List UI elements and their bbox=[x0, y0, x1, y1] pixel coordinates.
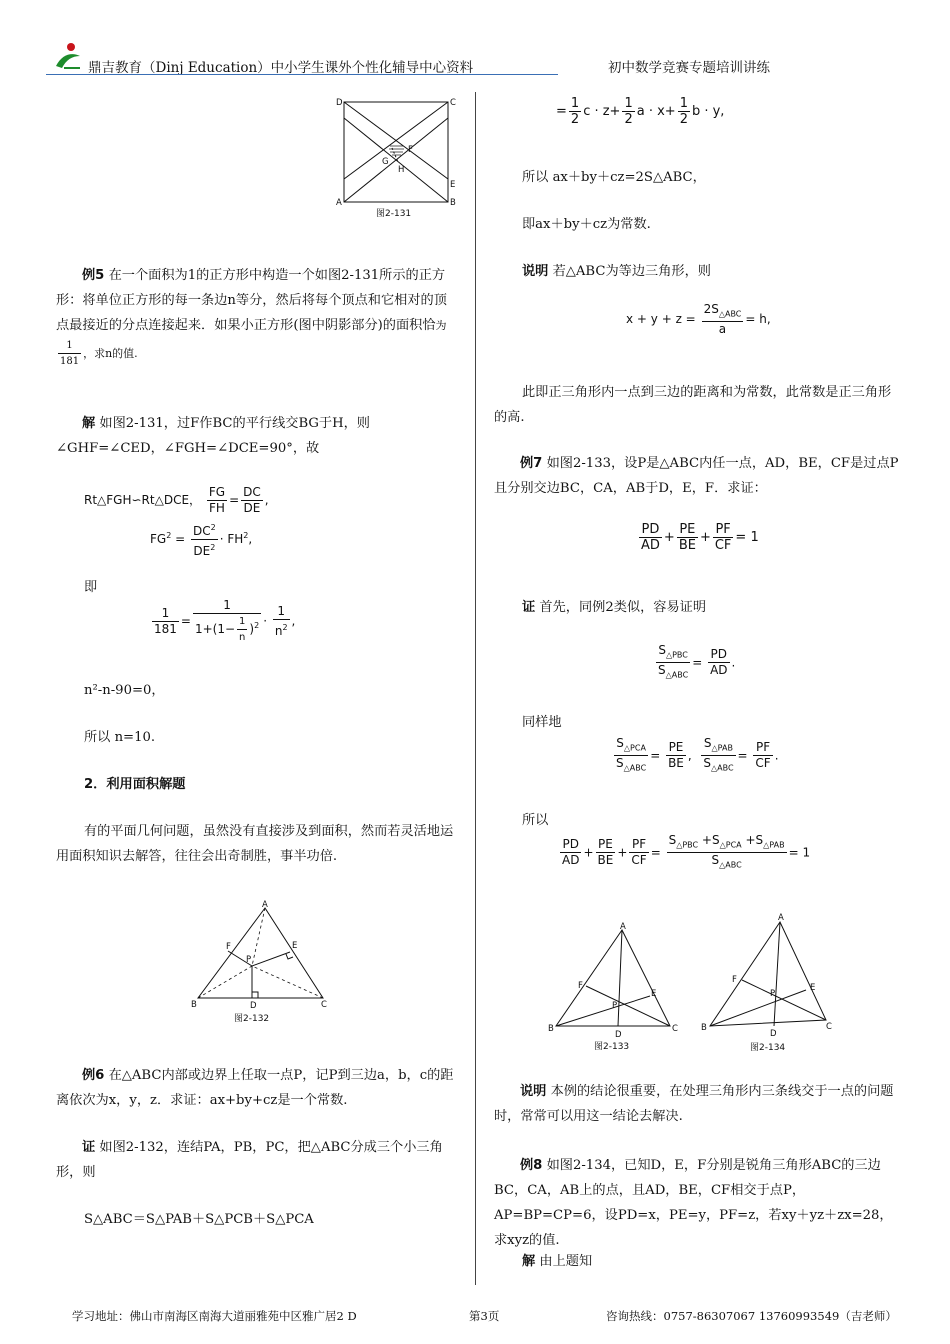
label-A: A bbox=[778, 913, 784, 923]
label-G: G bbox=[382, 157, 389, 167]
label-A: A bbox=[336, 198, 342, 208]
ex5-text: 在一个面积为1的正方形中构造一个如图2-131所示的正方形：将单位正方形的每一条边n等分，然后将每个顶点和它相对的顶点最接近的分点连接起来．如果小正方形(图中阴影部分)的面积恰 bbox=[56, 268, 447, 333]
label-E: E bbox=[292, 941, 298, 951]
caption-2-132: 图2-132 bbox=[234, 1014, 270, 1024]
footer-address: 学习地址：佛山市南海区南海大道丽雅苑中区雅广居2 D bbox=[72, 1309, 357, 1323]
label-B: B bbox=[548, 1024, 554, 1034]
header-rule bbox=[46, 74, 558, 75]
label-F: F bbox=[226, 942, 231, 952]
footer-hotline: 咨询热线：0757-86307067 13760993549（吉老师） bbox=[606, 1309, 897, 1323]
eq-top: = $\frac{1}{2}$ c · z+ $\frac{1}{2}$ a · x+ $\frac{1}{2}$ b · y, bbox=[556, 96, 725, 127]
eq-similar: Rt△FGH∽Rt△DCE， $\frac{FG}{FH}$ = $\frac{DC}{DE}$ , bbox=[84, 485, 269, 515]
eq-fg2: $FG^2$ = $\frac{DC^2}{DE^2}$ · $FH^2$, bbox=[150, 520, 252, 559]
label-D: D bbox=[250, 1001, 257, 1011]
so-2: 即ax＋by＋cz为常数. bbox=[522, 217, 651, 232]
figure-2-131 bbox=[334, 94, 462, 224]
eq-pca-pab: $\frac{S_{\triangle PCA}}{S_{\triangle ABC}}$ = $\frac{PE}{BE}$ , $\frac{S_{\triangle PAB}}{S_{\triangle ABC}}$ = $\frac{PF}{CF}$ . bbox=[616, 736, 779, 773]
ex5-tail-post: ，求n的值. bbox=[83, 347, 138, 360]
solution-5 bbox=[56, 411, 458, 461]
column-divider bbox=[475, 92, 476, 1285]
area-eq: S△ABC＝S△PAB＋S△PCB＋S△PCA bbox=[84, 1212, 314, 1227]
label-P: P bbox=[770, 989, 776, 999]
section-2-para: 有的平面几何问题，虽然没有直接涉及到面积，然而若灵活地运用面积知识去解答，往往会出奇制胜，事半功倍. bbox=[56, 824, 454, 864]
rt-sim: Rt△FGH∽Rt△DCE， bbox=[84, 493, 202, 507]
solution-8 bbox=[522, 1249, 592, 1274]
eq-height: x + y + z = $\frac{2S_{\triangle ABC}}{a}$ = h, bbox=[626, 302, 771, 337]
figure-2-134 bbox=[698, 908, 843, 1060]
ex5-tail-pre: 为 bbox=[435, 319, 447, 332]
example-5: 例5 在一个面积为1的正方形中构造一个如图2-131所示的正方形：将单位正方形的每一条边n等分，然后将每个顶点和它相对的顶点最接近的分点连接起来．如果小正方形(图中阴影部分)的面积恰为 $\frac{1}{181}$ ，求n的值. bbox=[56, 268, 447, 367]
label-A: A bbox=[620, 922, 626, 932]
note-1 bbox=[522, 259, 711, 284]
label-B: B bbox=[191, 1000, 197, 1010]
ex7-label: 例7 bbox=[520, 456, 543, 471]
note1-label: 说明 bbox=[522, 264, 549, 279]
so-n: 所以 n=10. bbox=[84, 730, 156, 745]
ex6-text: 在△ABC内部或边界上任取一点P，记P到三边a，b，c的距离依次为x，y，z．求证：ax+by+cz是一个常数. bbox=[56, 1068, 454, 1108]
sol8-label: 解 bbox=[522, 1254, 536, 1269]
sol5-text: 如图2-131，过F作BC的平行线交BG于H，则∠GHF=∠CED，∠FGH=∠DCE=90°，故 bbox=[56, 416, 370, 456]
label-D: D bbox=[336, 98, 343, 108]
label-D: D bbox=[770, 1029, 777, 1039]
section-2-title: 2．利用面积解题 bbox=[84, 777, 186, 792]
note2-text: 本例的结论很重要，在处理三角形内三条线交于一点的问题时，常常可以用这一结论去解决. bbox=[494, 1084, 894, 1124]
label-A: A bbox=[262, 900, 268, 910]
label-E: E bbox=[651, 989, 657, 999]
eq-sum: $\frac{PD}{AD}$ + $\frac{PE}{BE}$ + $\frac{PF}{CF}$ = $\frac{S_{\triangle PBC} +S_{\triangle PCA} +S_{\triangle PAB}}{S_{\triangle ABC}}$ = 1 bbox=[562, 833, 811, 870]
note1-text: 若△ABC为等边三角形，则 bbox=[552, 264, 711, 279]
ji: 即 bbox=[84, 580, 98, 595]
sol5-label: 解 bbox=[82, 416, 96, 431]
label-C: C bbox=[450, 98, 456, 108]
logo-figure-icon bbox=[50, 40, 84, 74]
ex8-label: 例8 bbox=[520, 1158, 543, 1173]
proof-6 bbox=[56, 1135, 458, 1185]
caption-2-131: 图2-131 bbox=[376, 209, 412, 219]
so-1: 所以 ax＋by＋cz=2S△ABC， bbox=[522, 170, 706, 185]
height-text: 此即正三角形内一点到三边的距离和为常数，此常数是正三角形的高. bbox=[494, 385, 892, 425]
label-E: E bbox=[450, 180, 456, 190]
so-3: 所以 bbox=[522, 813, 549, 828]
figure-2-133 bbox=[544, 918, 684, 1060]
figure-2-132 bbox=[188, 898, 338, 1030]
label-B: B bbox=[450, 198, 456, 208]
label-C: C bbox=[672, 1024, 678, 1034]
caption-2-134: 图2-134 bbox=[750, 1043, 786, 1053]
note-2 bbox=[494, 1079, 899, 1129]
footer-page: 第3页 bbox=[469, 1309, 500, 1323]
example-6 bbox=[56, 1063, 458, 1113]
sol8-text: 由上题知 bbox=[539, 1254, 593, 1269]
label-P: P bbox=[246, 955, 252, 965]
ex6-label: 例6 bbox=[82, 1068, 105, 1083]
label-D: D bbox=[615, 1030, 622, 1040]
similarly: 同样地 bbox=[522, 715, 562, 730]
ex7-text: 如图2-133，设P是△ABC内任一点，AD，BE，CF是过点P且分别交边BC，CA，AB于D，E，F．求证： bbox=[494, 456, 899, 496]
eq-pbc: $\frac{S_{\triangle PBC}}{S_{\triangle ABC}}$ = $\frac{PD}{AD}$ . bbox=[658, 643, 736, 680]
proof7-text: 首先，同例2类似，容易证明 bbox=[539, 600, 707, 615]
caption-2-133: 图2-133 bbox=[594, 1042, 630, 1052]
logo bbox=[50, 40, 84, 74]
example-8 bbox=[494, 1153, 899, 1253]
proof7-label: 证 bbox=[522, 600, 536, 615]
label-F: F bbox=[578, 981, 583, 991]
proof6-text: 如图2-132，连结PA，PB，PC，把△ABC分成三个小三角形，则 bbox=[56, 1140, 443, 1180]
ex8-text: 如图2-134，已知D，E，F分别是锐角三角形ABC的三边BC，CA，AB上的点，且AD，BE，CF相交于点P，AP=BP=CP=6，设PD=x，PE=y，PF=z，若xy＋yz＋zx=28，求xyz的值. bbox=[494, 1158, 893, 1248]
header-right: 初中数学竞赛专题培训讲练 bbox=[608, 60, 770, 76]
label-F: F bbox=[732, 975, 737, 985]
eq-quadratic: n²-n-90=0， bbox=[84, 683, 165, 698]
label-C: C bbox=[826, 1022, 832, 1032]
ex5-label: 例5 bbox=[82, 268, 105, 283]
eq-181: $\frac{1}{181}$ = 1 1+(1− $\frac{1}{n}$ )$^2$ · $\frac{1}{n^2}$ , bbox=[154, 598, 296, 643]
proof6-label: 证 bbox=[82, 1140, 96, 1155]
eq-ceva-area: $\frac{PD}{AD}$ + $\frac{PE}{BE}$ + $\frac{PF}{CF}$ = 1 bbox=[641, 522, 759, 553]
label-C: C bbox=[321, 1000, 327, 1010]
label-E: E bbox=[810, 983, 816, 993]
label-B: B bbox=[701, 1023, 707, 1033]
example-7 bbox=[494, 451, 899, 501]
label-H: H bbox=[398, 165, 405, 175]
note2-label: 说明 bbox=[520, 1084, 547, 1099]
proof-7 bbox=[522, 595, 706, 620]
label-F: F bbox=[408, 145, 413, 155]
label-P: P bbox=[612, 1001, 618, 1011]
header-title: 鼎吉教育（Dinj Education）中小学生课外个性化辅导中心资料 bbox=[88, 60, 474, 76]
